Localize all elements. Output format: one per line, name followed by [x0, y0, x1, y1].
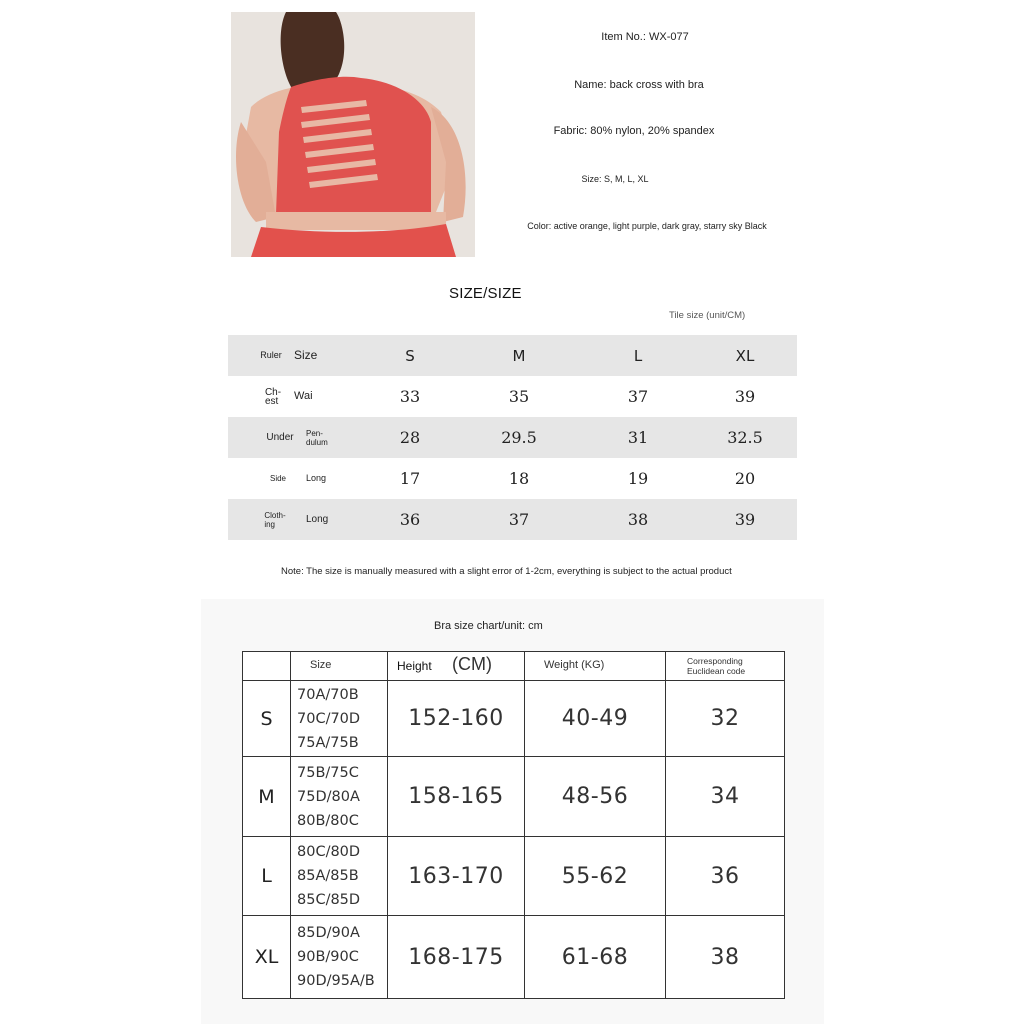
- cell-value: 37: [508, 510, 530, 529]
- euro-code: 32: [710, 706, 740, 731]
- unit-note: Tile size (unit/CM): [669, 310, 746, 321]
- cup-size: 90B/90C: [297, 949, 359, 965]
- weight-range: 48-56: [561, 784, 629, 809]
- product-colors: Color: active orange, light purple, dark gray, starry sky Black: [527, 221, 767, 231]
- header-size-xl: XL: [735, 346, 755, 365]
- cell-value: 33: [399, 387, 421, 406]
- cell-value: 35: [508, 387, 530, 406]
- row-label-b: Long: [306, 514, 329, 525]
- cell-value: 39: [734, 387, 756, 406]
- cell-value: 31: [627, 428, 649, 447]
- cup-size: 70C/70D: [297, 710, 361, 727]
- measurement-table: [228, 335, 797, 540]
- euro-code: 38: [710, 944, 740, 970]
- product-fabric: Fabric: 80% nylon, 20% spandex: [553, 125, 715, 137]
- cup-size: 75D/80A: [297, 788, 360, 805]
- table-row: [228, 458, 797, 499]
- weight-range: 40-49: [561, 706, 629, 731]
- bra-size-table: [242, 651, 785, 999]
- cell-value: 36: [399, 510, 421, 529]
- bra-size-m: M: [258, 785, 275, 808]
- measurement-note: Note: The size is manually measured with a slight error of 1-2cm, everything is subject to the actual product: [281, 566, 732, 577]
- cup-list: [297, 761, 360, 833]
- cup-size: 75B/75C: [297, 764, 359, 781]
- cell-value: 19: [627, 469, 649, 488]
- bra-chart-title: Bra size chart/unit: cm: [434, 620, 543, 632]
- weight-range: 55-62: [561, 863, 629, 889]
- height-range: 158-165: [408, 784, 504, 809]
- cup-size: 75A/75B: [297, 734, 359, 751]
- cup-list: [297, 840, 360, 912]
- bra-size-s: S: [260, 707, 273, 730]
- product-name: Name: back cross with bra: [574, 79, 704, 91]
- header-size-m: M: [512, 346, 526, 365]
- table-row: [228, 376, 797, 417]
- height-range: 163-170: [408, 863, 504, 889]
- cell-value: 39: [734, 510, 756, 529]
- cup-size: 80B/80C: [297, 812, 359, 829]
- cup-size: 80C/80D: [297, 844, 361, 860]
- row-label-a: Ch- est: [264, 386, 282, 407]
- weight-range: 61-68: [561, 944, 629, 970]
- cup-size: 85C/85D: [297, 892, 361, 908]
- row-label-b: Wai: [294, 390, 313, 402]
- cup-size: 85A/85B: [297, 868, 359, 884]
- product-sizes: Size: S, M, L, XL: [581, 174, 649, 184]
- height-range: 168-175: [408, 944, 504, 970]
- header-euro: [687, 656, 745, 676]
- product-photo: [231, 12, 475, 257]
- cell-value: 28: [399, 428, 421, 447]
- header-weight: Weight (KG): [544, 659, 605, 671]
- row-label-b: Long: [306, 473, 327, 483]
- row-label-a: Side: [269, 474, 286, 483]
- header-size: Size: [310, 659, 332, 671]
- header-height-unit: (CM): [452, 654, 492, 674]
- table-header-row: [228, 335, 797, 376]
- cell-value: 20: [734, 469, 756, 488]
- cell-value: 29.5: [501, 428, 537, 447]
- header-label-size: Size: [294, 348, 318, 362]
- euro-code: 34: [710, 784, 740, 809]
- cup-size: 90D/95A/B: [297, 973, 375, 989]
- row-label-a: Under: [266, 432, 294, 443]
- header-size-s: S: [405, 346, 415, 365]
- cup-list: [297, 921, 375, 993]
- header-size-l: L: [633, 346, 643, 365]
- cell-value: 18: [508, 469, 530, 488]
- header-label-ruler: Ruler: [260, 350, 282, 360]
- row-label-a: Cloth- ing: [264, 510, 286, 529]
- cup-size: 70A/70B: [297, 686, 359, 703]
- header-euro-line2: Euclidean code: [687, 666, 746, 676]
- row-label-b: Pen- dulum: [306, 428, 328, 447]
- table-row: [228, 417, 797, 458]
- item-number: Item No.: WX-077: [601, 31, 689, 43]
- cell-value: 37: [627, 387, 649, 406]
- cell-value: 17: [399, 469, 421, 488]
- height-range: 152-160: [408, 706, 504, 731]
- size-title: SIZE/SIZE: [449, 285, 522, 302]
- table-row: [228, 499, 797, 540]
- cell-value: 32.5: [727, 428, 763, 447]
- bra-size-xl: XL: [254, 946, 279, 968]
- bra-size-l: L: [261, 865, 272, 887]
- cup-list: [297, 683, 360, 755]
- euro-code: 36: [710, 863, 740, 889]
- header-euro-line1: Corresponding: [687, 656, 743, 666]
- cell-value: 38: [627, 510, 649, 529]
- header-height: Height: [397, 659, 432, 673]
- cup-size: 85D/90A: [297, 925, 360, 941]
